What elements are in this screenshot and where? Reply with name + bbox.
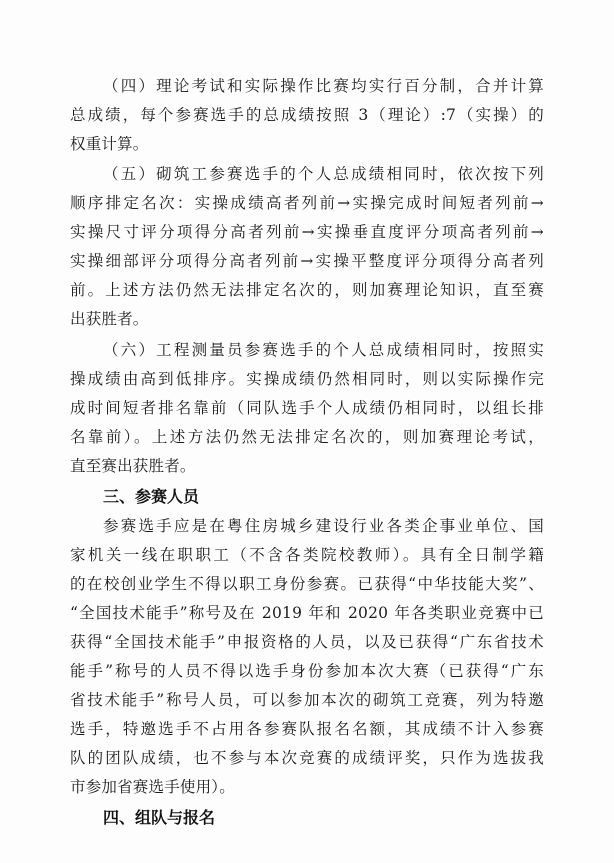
text-line: 实操尺寸评分项得分高者列前→实操垂直度评分项高者列前→ [70, 223, 544, 241]
text-line: 操成绩由高到低排序。实操成绩仍然相同时，则以实际操作完 [70, 370, 544, 388]
text-line: 能手”称号的人员不得以选手身份参加本次大赛（已获得“广东 [70, 662, 544, 680]
text-line: 总成绩，每个参赛选手的总成绩按照 3（理论）:7（实操）的 [70, 106, 544, 124]
text-line: 获得“全国技术能手”申报资格的人员，以及已获得“广东省技术 [70, 633, 544, 651]
text-line: 直至赛出获胜者。 [70, 457, 196, 475]
text-line: 前。上述方法仍然无法排定名次的，则加赛理论知识，直至赛 [70, 281, 544, 299]
text-line: 顺序排定名次：实操成绩高者列前→实操完成时间短者列前→ [70, 194, 544, 212]
text-line: （六）工程测量员参赛选手的个人总成绩相同时，按照实 [103, 341, 544, 359]
text-line: 省技术能手”称号人员，可以参加本次的砌筑工竞赛，列为特邀 [70, 691, 544, 709]
text-line: 参赛选手应是在粤住房城乡建设行业各类企事业单位、国 [103, 517, 544, 535]
text-line: 名靠前）。上述方法仍然无法排定名次的，则加赛理论考试， [70, 428, 544, 446]
text-line: 选手，特邀选手不占用各参赛队报名名额，其成绩不计入参赛 [70, 720, 544, 738]
text-line: 的在校创业学生不得以职工身份参赛。已获得“中华技能大奖”、 [70, 575, 544, 593]
text-line: 市参加省赛选手使用）。 [70, 778, 235, 796]
text-line: （五）砌筑工参赛选手的个人总成绩相同时，依次按下列 [103, 165, 544, 183]
section-heading-4: 四、组队与报名 [103, 808, 216, 827]
text-line: 出获胜者。 [70, 310, 149, 328]
text-line: 家机关一线在职职工（不含各类院校教师）。具有全日制学籍 [70, 546, 544, 564]
text-line: （四）理论考试和实际操作比赛均实行百分制，合并计算 [103, 77, 544, 95]
text-line: 队的团队成绩，也不参与本次竞赛的成绩评奖，只作为选拔我 [70, 749, 544, 767]
text-line: “全国技术能手”称号及在 2019 年和 2020 年各类职业竞赛中已 [70, 604, 544, 622]
text-line: 成时间短者排名靠前（同队选手个人成绩仍相同时，以组长排 [70, 399, 544, 417]
text-line: 实操细部评分项得分高者列前→实操平整度评分项得分高者列 [70, 252, 544, 270]
text-line: 权重计算。 [70, 135, 149, 153]
section-heading-3: 三、参赛人员 [103, 487, 200, 506]
